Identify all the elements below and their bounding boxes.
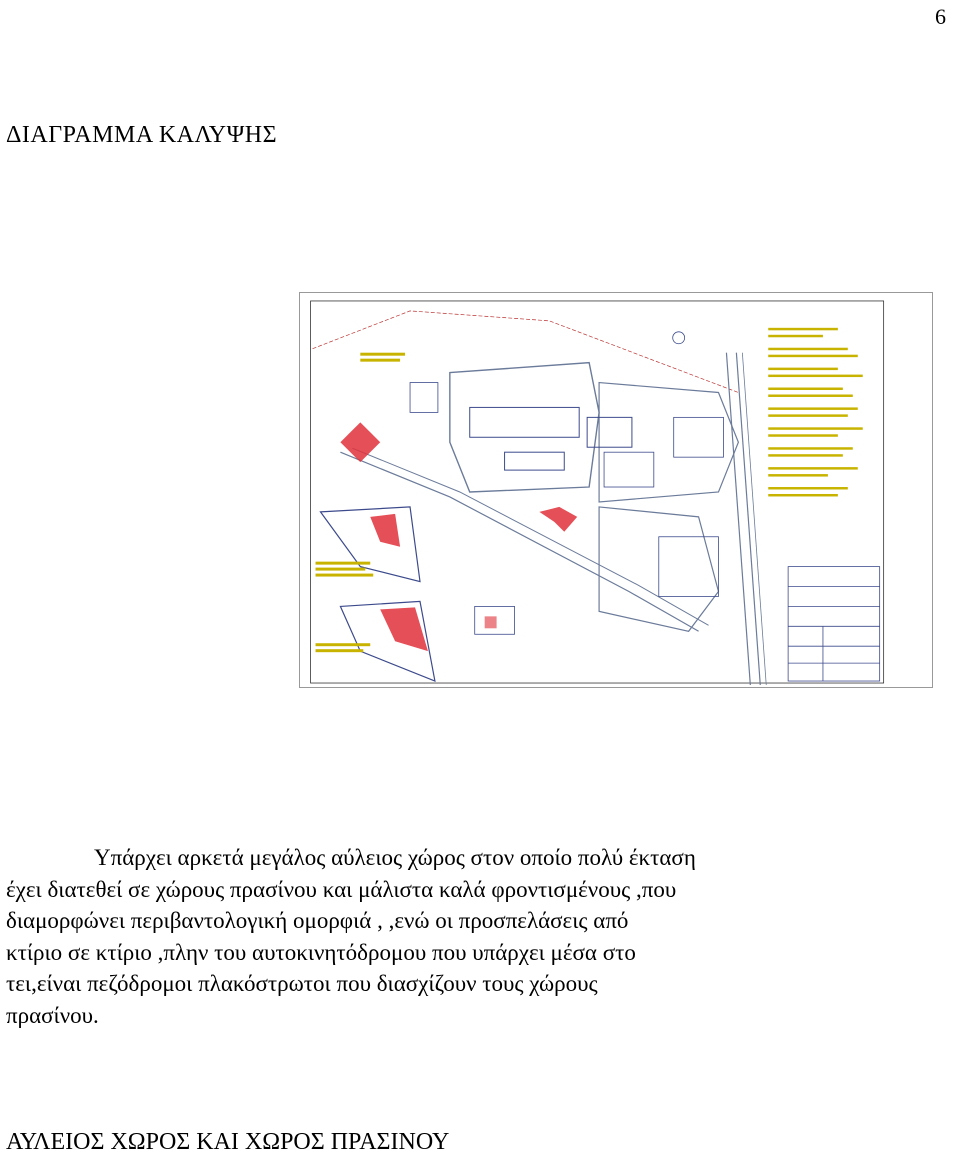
annotation-blocks xyxy=(316,353,406,652)
site-plan-drawing xyxy=(300,293,932,687)
building-block xyxy=(470,407,579,437)
highway-line xyxy=(726,353,750,685)
legend-text xyxy=(768,328,863,497)
plot-boundary xyxy=(313,311,739,393)
building-block xyxy=(587,417,632,447)
section-elevation-detail xyxy=(485,616,497,628)
highway-line xyxy=(736,353,760,685)
access-road-edge xyxy=(352,448,708,625)
building-block xyxy=(674,417,724,457)
building-block xyxy=(659,537,719,597)
road-loop-east xyxy=(599,383,738,502)
description-paragraph xyxy=(6,842,936,1031)
sun-path-diagram xyxy=(340,422,380,462)
section-title: ΑΥΛΕΙΟΣ ΧΩΡΟΣ ΚΑΙ ΧΩΡΟΣ ΠΡΑΣΙΝΟΥ xyxy=(6,1129,450,1155)
paragraph-line: κτίριο σε κτίριο ,πλην του αυτοκινητόδρομου που υπάρχει μέσα στο xyxy=(6,939,636,965)
page-heading: ΔΙΑΓΡΑΜΜΑ ΚΑΛΥΨΗΣ xyxy=(6,122,278,148)
building-block xyxy=(604,452,654,487)
highway-line xyxy=(742,353,766,685)
roundabout xyxy=(673,332,685,344)
paragraph-line: Υπάρχει αρκετά μεγάλος αύλειος χώρος στον οποίο πολύ έκταση xyxy=(94,845,696,870)
paragraph-line: διαμορφώνει περιβαντολογική ομορφιά , ,ενώ οι προσπελάσεις από xyxy=(6,908,629,933)
sun-path-diagram xyxy=(370,514,400,547)
paragraph-line: τει,είναι πεζόδρομοι πλακόστρωτοι που διασχίζουν τους χώρους xyxy=(6,971,598,996)
road-loop-north xyxy=(450,363,599,492)
paragraph-line: πρασίνου. xyxy=(6,1002,99,1028)
building-block xyxy=(410,383,438,413)
site-plan-figure xyxy=(299,292,933,688)
paragraph-line: έχει διατεθεί σε χώρους πρασίνου και μάλιστα καλά φροντισμένους ,που xyxy=(6,876,677,902)
sun-path-diagram xyxy=(539,507,577,532)
building-block xyxy=(505,452,565,470)
sun-path-diagram xyxy=(380,607,428,651)
page-number: 6 xyxy=(935,4,946,29)
title-block xyxy=(788,567,880,681)
